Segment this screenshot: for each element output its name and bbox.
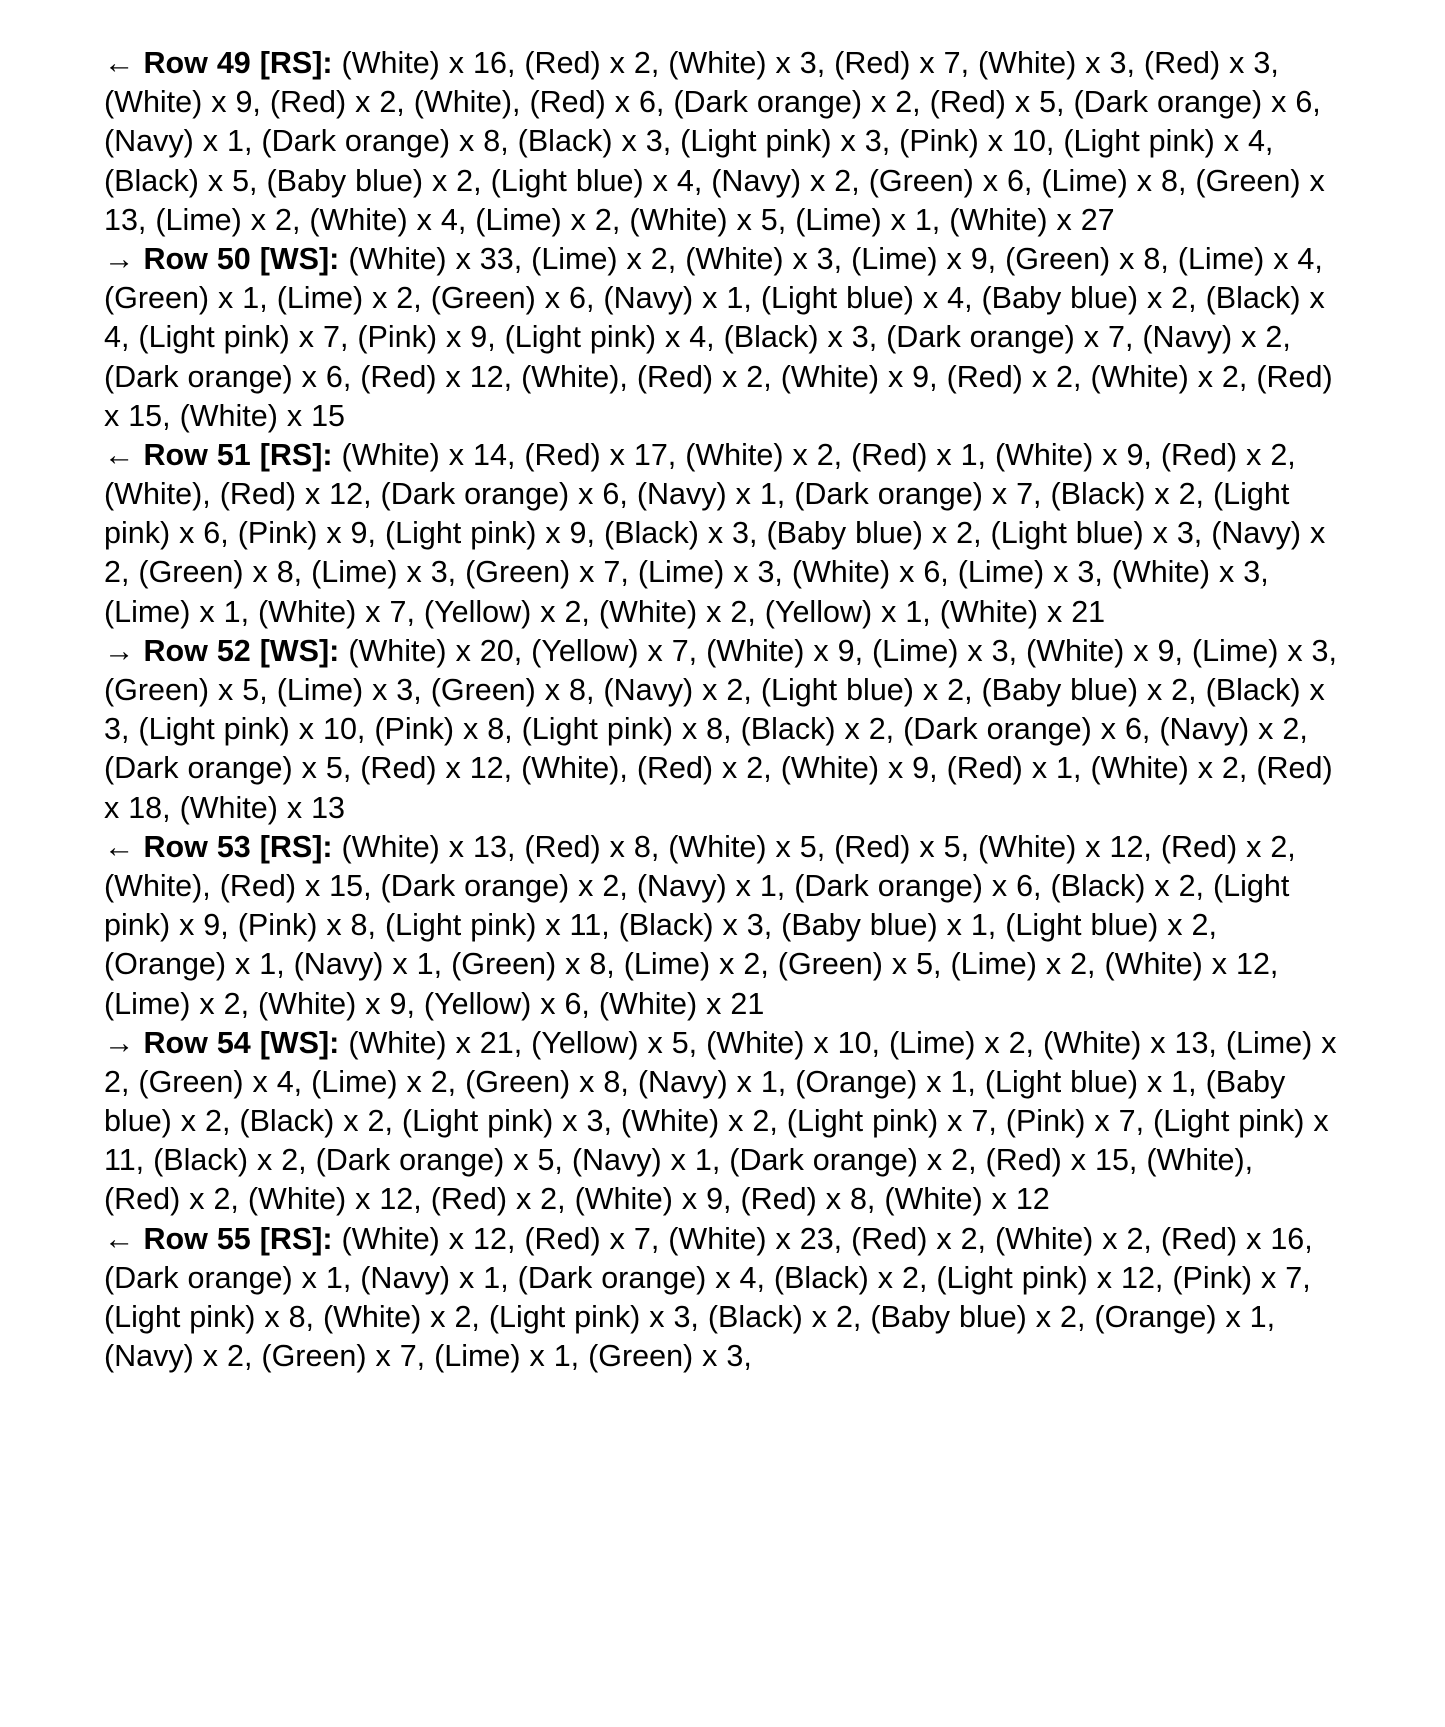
list-item	[104, 436, 1337, 632]
direction-arrow-icon: ←	[104, 1221, 135, 1256]
direction-arrow-icon: ←	[104, 829, 135, 864]
row-body: (White) x 14, (Red) x 17, (White) x 2, (Red) x 1, (White) x 9, (Red) x 2, (White), (Red) x 12, (Dark orange) x 6, (Navy) x 1, (Dark orange) x 7, (Black) x 2, (Light pink) x 6, (Pink) x 9, (Light pink) x 9, (Black) x 3, (Baby blue) x 2, (Light blue) x 3, (Navy) x 2, (Green) x 8, (Lime) x 3, (Green) x 7, (Lime) x 3, (White) x 6, (Lime) x 3, (White) x 3, (Lime) x 1, (White) x 7, (Yellow) x 2, (White) x 2, (Yellow) x 1, (White) x 21	[104, 437, 1326, 629]
row-label: Row 55 [RS]:	[143, 1221, 333, 1256]
list-item	[104, 828, 1337, 1024]
list-item	[104, 632, 1337, 828]
direction-arrow-icon: ←	[104, 437, 135, 472]
list-item	[104, 1024, 1337, 1220]
list-item	[104, 44, 1337, 240]
list-item	[104, 1220, 1337, 1377]
list-item	[104, 240, 1337, 436]
direction-arrow-icon: ←	[104, 46, 135, 80]
row-body: (White) x 16, (Red) x 2, (White) x 3, (Red) x 7, (White) x 3, (Red) x 3, (White) x 9, (Red) x 2, (White), (Red) x 6, (Dark orange) x 2, (Red) x 5, (Dark orange) x 6, (Navy) x 1, (Dark orange) x 8, (Black) x 3, (Light pink) x 3, (Pink) x 10, (Light pink) x 4, (Black) x 5, (Baby blue) x 2, (Light blue) x 4, (Navy) x 2, (Green) x 6, (Lime) x 8, (Green) x 13, (Lime) x 2, (White) x 4, (Lime) x 2, (White) x 5, (Lime) x 1, (White) x 27	[104, 46, 1325, 237]
row-label: Row 52 [WS]:	[143, 633, 340, 668]
row-body: (White) x 21, (Yellow) x 5, (White) x 10, (Lime) x 2, (White) x 13, (Lime) x 2, (Green) x 4, (Lime) x 2, (Green) x 8, (Navy) x 1, (Orange) x 1, (Light blue) x 1, (Baby blue) x 2, (Black) x 2, (Light pink) x 3, (White) x 2, (Light pink) x 7, (Pink) x 7, (Light pink) x 11, (Black) x 2, (Dark orange) x 5, (Navy) x 1, (Dark orange) x 2, (Red) x 15, (White), (Red) x 2, (White) x 12, (Red) x 2, (White) x 9, (Red) x 8, (White) x 12	[104, 1025, 1337, 1217]
direction-arrow-icon: →	[104, 633, 135, 668]
row-body: (White) x 33, (Lime) x 2, (White) x 3, (Lime) x 9, (Green) x 8, (Lime) x 4, (Green) x 1, (Lime) x 2, (Green) x 6, (Navy) x 1, (Light blue) x 4, (Baby blue) x 2, (Black) x 4, (Light pink) x 7, (Pink) x 9, (Light pink) x 4, (Black) x 3, (Dark orange) x 7, (Navy) x 2, (Dark orange) x 6, (Red) x 12, (White), (Red) x 2, (White) x 9, (Red) x 2, (White) x 2, (Red) x 15, (White) x 15	[104, 241, 1333, 433]
row-label: Row 53 [RS]:	[143, 829, 333, 864]
direction-arrow-icon: →	[104, 241, 135, 276]
row-label: Row 54 [WS]:	[143, 1025, 340, 1060]
row-body: (White) x 13, (Red) x 8, (White) x 5, (Red) x 5, (White) x 12, (Red) x 2, (White), (Red) x 15, (Dark orange) x 2, (Navy) x 1, (Dark orange) x 6, (Black) x 2, (Light pink) x 9, (Pink) x 8, (Light pink) x 11, (Black) x 3, (Baby blue) x 1, (Light blue) x 2, (Orange) x 1, (Navy) x 1, (Green) x 8, (Lime) x 2, (Green) x 5, (Lime) x 2, (White) x 12, (Lime) x 2, (White) x 9, (Yellow) x 6, (White) x 21	[104, 829, 1296, 1021]
row-label: Row 51 [RS]:	[143, 437, 333, 472]
row-body: (White) x 20, (Yellow) x 7, (White) x 9, (Lime) x 3, (White) x 9, (Lime) x 3, (Green) x 5, (Lime) x 3, (Green) x 8, (Navy) x 2, (Light blue) x 2, (Baby blue) x 2, (Black) x 3, (Light pink) x 10, (Pink) x 8, (Light pink) x 8, (Black) x 2, (Dark orange) x 6, (Navy) x 2, (Dark orange) x 5, (Red) x 12, (White), (Red) x 2, (White) x 9, (Red) x 1, (White) x 2, (Red) x 18, (White) x 13	[104, 633, 1337, 825]
instruction-list	[104, 44, 1337, 1376]
row-label: Row 49 [RS]:	[143, 46, 333, 80]
direction-arrow-icon: →	[104, 1025, 135, 1060]
row-label: Row 50 [WS]:	[143, 241, 340, 276]
row-body: (White) x 12, (Red) x 7, (White) x 23, (Red) x 2, (White) x 2, (Red) x 16, (Dark orange) x 1, (Navy) x 1, (Dark orange) x 4, (Black) x 2, (Light pink) x 12, (Pink) x 7, (Light pink) x 8, (White) x 2, (Light pink) x 3, (Black) x 2, (Baby blue) x 2, (Orange) x 1, (Navy) x 2, (Green) x 7, (Lime) x 1, (Green) x 3,	[104, 1221, 1313, 1374]
